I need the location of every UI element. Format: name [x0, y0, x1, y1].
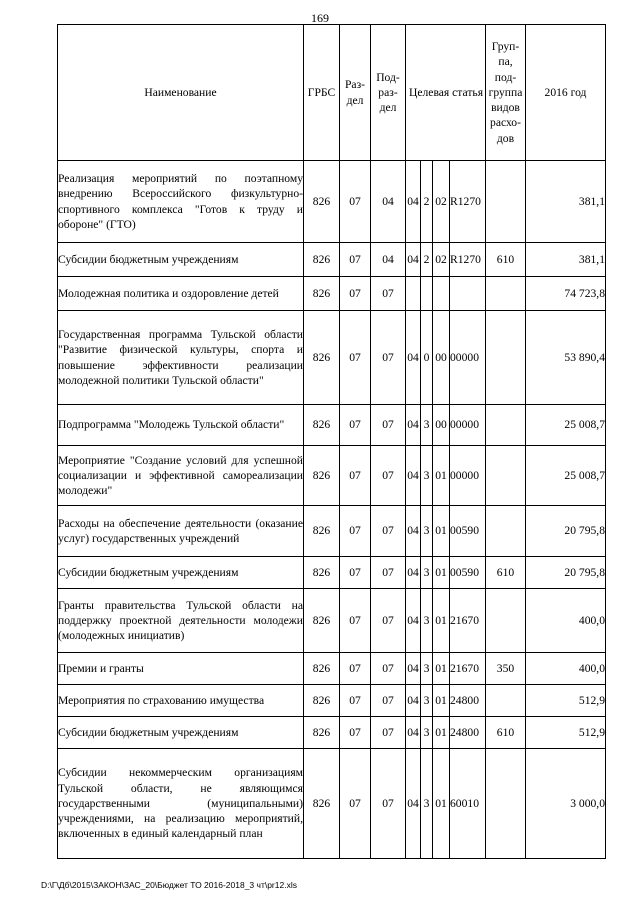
row-target-event: 01 [433, 506, 450, 557]
row-razdel: 07 [340, 161, 371, 243]
row-name: Мероприятие "Создание условий для успешной социализации и эффективной самореализации молодежи" [58, 446, 304, 506]
table-row [58, 749, 606, 859]
row-amount: 25 008,7 [526, 446, 606, 506]
row-target-direction: 00000 [450, 446, 486, 506]
table-row [58, 653, 606, 685]
row-target-program: 04 [406, 685, 421, 717]
row-target-direction: 60010 [450, 749, 486, 859]
row-expense-type [486, 446, 526, 506]
row-name: Расходы на обеспечение деятельности (оказание услуг) государственных учреждений [58, 506, 304, 557]
row-grbs: 826 [304, 506, 340, 557]
row-target-event: 01 [433, 446, 450, 506]
row-amount: 20 795,8 [526, 557, 606, 589]
row-target-event: 02 [433, 161, 450, 243]
header-grbs: ГРБС [304, 25, 340, 161]
table-row [58, 311, 606, 405]
row-target-subprogram: 3 [421, 749, 433, 859]
row-target-program: 04 [406, 506, 421, 557]
row-target-subprogram: 3 [421, 685, 433, 717]
row-razdel: 07 [340, 653, 371, 685]
table-row [58, 589, 606, 653]
row-podrazdel: 07 [371, 277, 406, 311]
row-razdel: 07 [340, 717, 371, 749]
row-name: Субсидии бюджетным учреждениям [58, 717, 304, 749]
row-podrazdel: 07 [371, 685, 406, 717]
row-target-event: 00 [433, 405, 450, 446]
row-expense-type [486, 685, 526, 717]
row-target-direction [450, 277, 486, 311]
row-name: Мероприятия по страхованию имущества [58, 685, 304, 717]
row-expense-type: 610 [486, 557, 526, 589]
row-expense-type: 350 [486, 653, 526, 685]
row-name: Государственная программа Тульской области "Развитие физической культуры, спорта и повышение эффективности реализации молодежной политики Тульской области" [58, 311, 304, 405]
row-target-direction: 21670 [450, 653, 486, 685]
row-target-subprogram: 3 [421, 405, 433, 446]
header-name: Наименование [58, 25, 304, 161]
row-expense-type: 610 [486, 717, 526, 749]
row-target-direction: 00000 [450, 311, 486, 405]
row-name: Реализация мероприятий по поэтапному внедрению Всероссийского физкультурно-спортивного комплекса "Готов к труду и обороне" (ГТО) [58, 161, 304, 243]
row-amount: 381,1 [526, 161, 606, 243]
row-target-event: 01 [433, 557, 450, 589]
row-target-subprogram: 3 [421, 653, 433, 685]
row-razdel: 07 [340, 446, 371, 506]
row-podrazdel: 04 [371, 161, 406, 243]
row-razdel: 07 [340, 557, 371, 589]
row-razdel: 07 [340, 589, 371, 653]
row-podrazdel: 07 [371, 446, 406, 506]
row-grbs: 826 [304, 405, 340, 446]
row-target-program: 04 [406, 243, 421, 277]
row-target-subprogram: 2 [421, 161, 433, 243]
row-target-event [433, 277, 450, 311]
row-target-program: 04 [406, 717, 421, 749]
row-grbs: 826 [304, 557, 340, 589]
row-target-program: 04 [406, 311, 421, 405]
file-path-footer: D:\Г\Дб\2015\ЗАКОН\ЗАС_20\Бюджет ТО 2016-2018_3 чт\pr12.xls [41, 880, 297, 890]
row-target-event: 01 [433, 717, 450, 749]
row-podrazdel: 04 [371, 243, 406, 277]
row-razdel: 07 [340, 311, 371, 405]
row-target-subprogram: 3 [421, 717, 433, 749]
table-row [58, 277, 606, 311]
header-expense-group: Груп- па, под- группа видов расхо- дов [486, 25, 526, 161]
row-target-program: 04 [406, 405, 421, 446]
row-grbs: 826 [304, 446, 340, 506]
table-row [58, 161, 606, 243]
row-podrazdel: 07 [371, 557, 406, 589]
row-target-program: 04 [406, 446, 421, 506]
row-target-subprogram: 2 [421, 243, 433, 277]
row-target-direction: 00000 [450, 405, 486, 446]
row-podrazdel: 07 [371, 311, 406, 405]
row-target-event: 01 [433, 749, 450, 859]
header-year: 2016 год [526, 25, 606, 161]
row-razdel: 07 [340, 243, 371, 277]
row-target-direction: 00590 [450, 506, 486, 557]
row-amount: 381,1 [526, 243, 606, 277]
row-grbs: 826 [304, 277, 340, 311]
row-grbs: 826 [304, 717, 340, 749]
row-name: Подпрограмма "Молодежь Тульской области" [58, 405, 304, 446]
row-amount: 20 795,8 [526, 506, 606, 557]
page-number: 169 [311, 11, 329, 25]
row-name: Субсидии бюджетным учреждениям [58, 243, 304, 277]
row-target-event: 00 [433, 311, 450, 405]
row-target-direction: 00590 [450, 557, 486, 589]
row-podrazdel: 07 [371, 405, 406, 446]
row-target-subprogram: 3 [421, 557, 433, 589]
row-razdel: 07 [340, 685, 371, 717]
row-expense-type [486, 589, 526, 653]
table-row [58, 506, 606, 557]
row-amount: 74 723,8 [526, 277, 606, 311]
table-header-row [58, 25, 606, 161]
row-grbs: 826 [304, 653, 340, 685]
row-target-program [406, 277, 421, 311]
row-expense-type [486, 506, 526, 557]
row-amount: 512,9 [526, 685, 606, 717]
row-target-program: 04 [406, 653, 421, 685]
table-row [58, 405, 606, 446]
row-name: Субсидии бюджетным учреждениям [58, 557, 304, 589]
row-razdel: 07 [340, 506, 371, 557]
row-name: Гранты правительства Тульской области на поддержку проектной деятельности молодежи (молодежных инициатив) [58, 589, 304, 653]
row-expense-type [486, 161, 526, 243]
row-target-subprogram: 3 [421, 506, 433, 557]
header-target-article: Целевая статья [406, 25, 486, 161]
budget-table [57, 24, 606, 859]
row-target-program: 04 [406, 557, 421, 589]
row-podrazdel: 07 [371, 589, 406, 653]
row-target-subprogram: 3 [421, 589, 433, 653]
row-target-event: 01 [433, 685, 450, 717]
row-grbs: 826 [304, 243, 340, 277]
row-name: Молодежная политика и оздоровление детей [58, 277, 304, 311]
row-target-event: 01 [433, 589, 450, 653]
row-target-direction: 21670 [450, 589, 486, 653]
table-row [58, 446, 606, 506]
row-grbs: 826 [304, 749, 340, 859]
row-expense-type [486, 405, 526, 446]
row-amount: 3 000,0 [526, 749, 606, 859]
row-podrazdel: 07 [371, 749, 406, 859]
row-grbs: 826 [304, 311, 340, 405]
row-target-direction: 24800 [450, 685, 486, 717]
row-amount: 400,0 [526, 589, 606, 653]
row-target-program: 04 [406, 161, 421, 243]
row-target-event: 02 [433, 243, 450, 277]
row-target-subprogram: 0 [421, 311, 433, 405]
table-row [58, 685, 606, 717]
row-amount: 53 890,4 [526, 311, 606, 405]
table-row [58, 243, 606, 277]
table-row [58, 717, 606, 749]
row-expense-type: 610 [486, 243, 526, 277]
row-target-direction: R1270 [450, 161, 486, 243]
row-grbs: 826 [304, 589, 340, 653]
row-expense-type [486, 749, 526, 859]
row-razdel: 07 [340, 749, 371, 859]
row-grbs: 826 [304, 161, 340, 243]
header-podrazdel: Под- раз- дел [371, 25, 406, 161]
row-target-subprogram [421, 277, 433, 311]
row-target-direction: R1270 [450, 243, 486, 277]
row-grbs: 826 [304, 685, 340, 717]
row-target-direction: 24800 [450, 717, 486, 749]
row-target-program: 04 [406, 749, 421, 859]
row-name: Субсидии некоммерческим организациям Тульской области, не являющимся государственными (муниципальными) учреждениями, на реализацию мероприятий, включенных в единый календарный план [58, 749, 304, 859]
row-expense-type [486, 277, 526, 311]
row-podrazdel: 07 [371, 717, 406, 749]
row-name: Премии и гранты [58, 653, 304, 685]
row-razdel: 07 [340, 405, 371, 446]
row-amount: 512,9 [526, 717, 606, 749]
header-razdel: Раз- дел [340, 25, 371, 161]
row-amount: 25 008,7 [526, 405, 606, 446]
row-target-event: 01 [433, 653, 450, 685]
row-podrazdel: 07 [371, 506, 406, 557]
row-amount: 400,0 [526, 653, 606, 685]
row-podrazdel: 07 [371, 653, 406, 685]
table-row [58, 557, 606, 589]
row-target-subprogram: 3 [421, 446, 433, 506]
row-razdel: 07 [340, 277, 371, 311]
row-target-program: 04 [406, 589, 421, 653]
row-expense-type [486, 311, 526, 405]
